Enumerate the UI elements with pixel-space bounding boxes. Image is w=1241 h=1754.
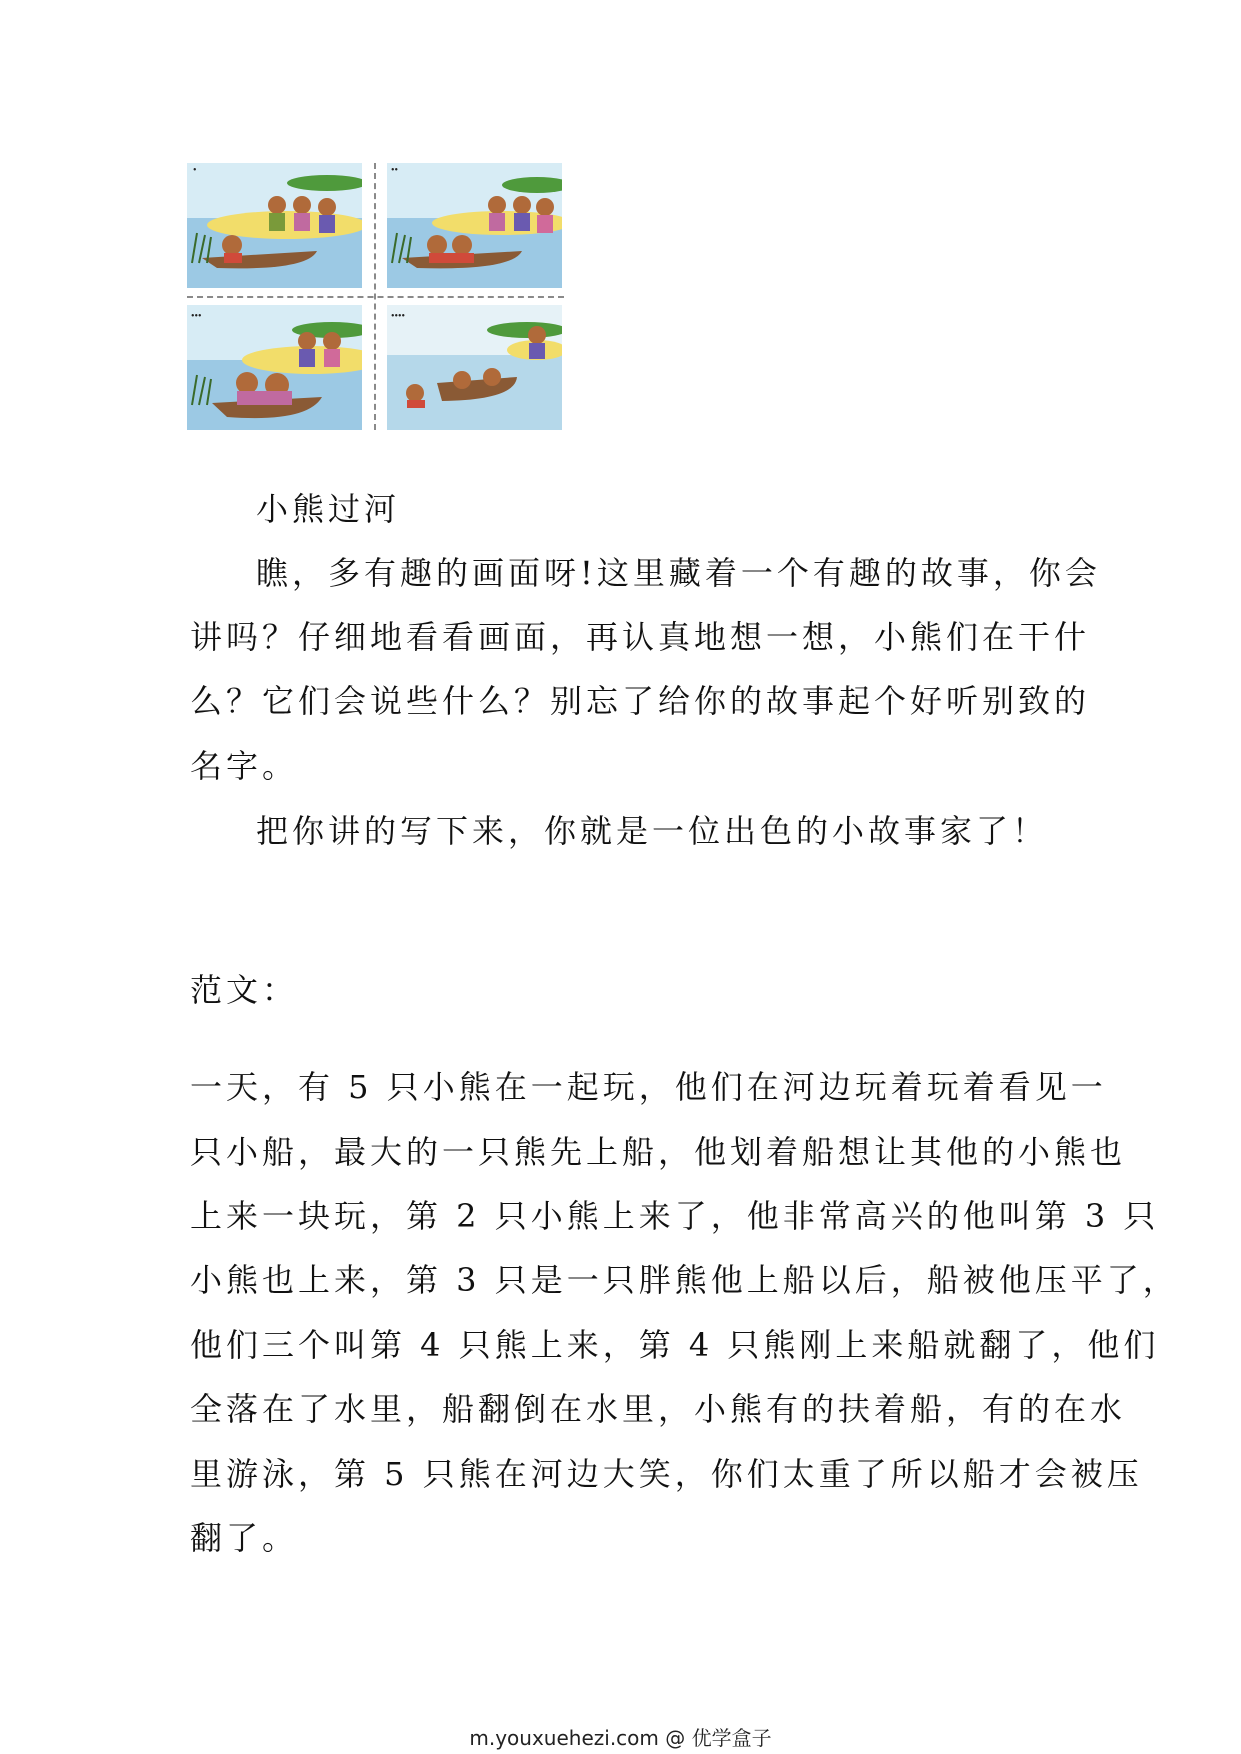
footer-watermark: m.youxuehezi.com @ 优学盒子 bbox=[469, 1726, 772, 1750]
panel-2-marker: •• bbox=[391, 165, 399, 176]
panel-3-marker: ••• bbox=[191, 311, 202, 322]
essay-line-8: 翻了。 bbox=[190, 1519, 299, 1557]
sample-heading: 范文： bbox=[190, 971, 299, 1009]
panel-4-marker: •••• bbox=[391, 311, 406, 322]
essay-line-7: 里游泳，第 5 只熊在河边大笑，你们太重了所以船才会被压 bbox=[190, 1455, 1143, 1493]
closing-sentence: 把你讲的写下来，你就是一位出色的小故事家了！ bbox=[256, 812, 1049, 850]
prompt-line-1: 瞧，多有趣的画面呀!这里藏着一个有趣的故事，你会 bbox=[256, 554, 1101, 592]
essay-line-4: 小熊也上来，第 3 只是一只胖熊他上船以后，船被他压平了， bbox=[190, 1261, 1179, 1299]
prompt-line-3: 么？它们会说些什么？别忘了给你的故事起个好听别致的 bbox=[190, 682, 1091, 720]
essay-line-3: 上来一块玩，第 2 只小熊上来了，他非常高兴的他叫第 3 只 bbox=[190, 1197, 1160, 1235]
prompt-line-2: 讲吗？仔细地看看画面，再认真地想一想，小熊们在干什 bbox=[190, 618, 1091, 656]
essay-line-1: 一天，有 5 只小熊在一起玩，他们在河边玩着玩着看见一 bbox=[190, 1068, 1107, 1106]
picture-panel-4 bbox=[387, 305, 562, 430]
story-title: 小熊过河 bbox=[256, 490, 401, 528]
picture-panel-2 bbox=[387, 163, 562, 288]
essay-line-6: 全落在了水里，船翻倒在水里，小熊有的扶着船，有的在水 bbox=[190, 1390, 1127, 1428]
essay-line-5: 他们三个叫第 4 只熊上来，第 4 只熊刚上来船就翻了，他们 bbox=[190, 1326, 1160, 1364]
horizontal-divider bbox=[187, 296, 564, 298]
picture-panel-3 bbox=[187, 305, 362, 430]
picture-panel-1 bbox=[187, 163, 362, 288]
prompt-line-4: 名字。 bbox=[190, 747, 299, 785]
essay-line-2: 只小船，最大的一只熊先上船，他划着船想让其他的小熊也 bbox=[190, 1133, 1127, 1171]
panel-1-marker: • bbox=[193, 165, 197, 176]
story-picture-grid bbox=[187, 163, 564, 430]
